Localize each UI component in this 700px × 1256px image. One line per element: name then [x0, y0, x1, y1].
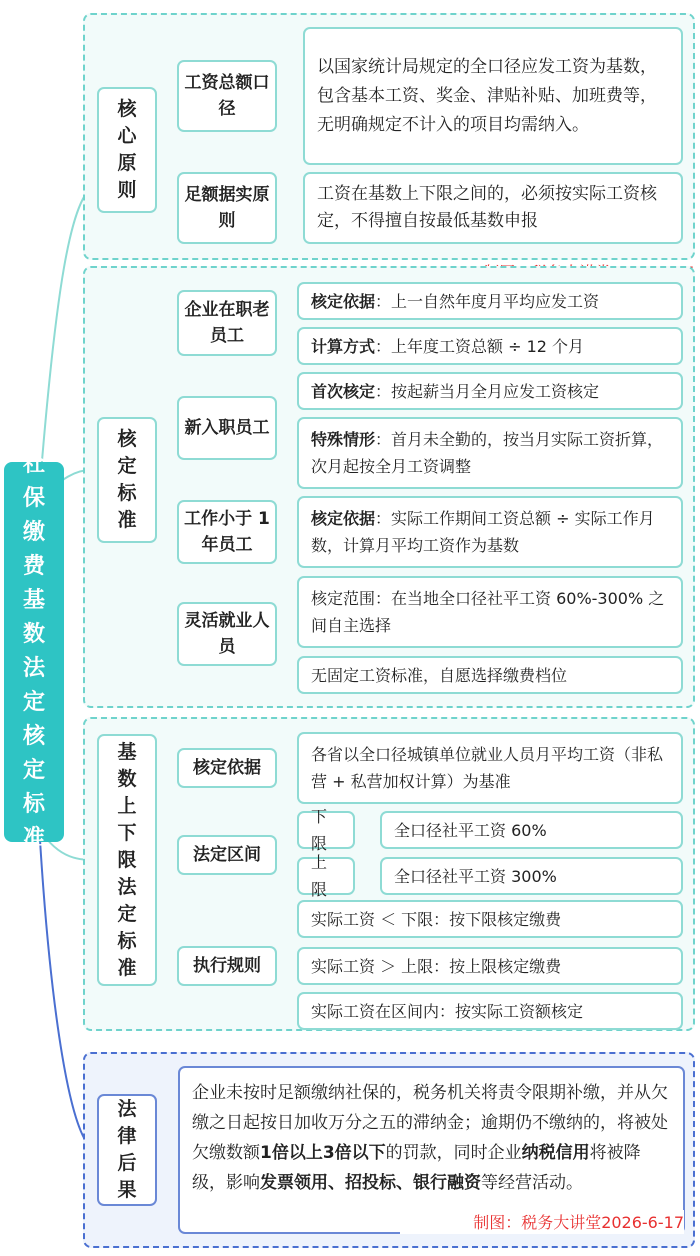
node-execution-rules: 执行规则 [177, 946, 277, 986]
node-legal-range: 法定区间 [177, 835, 277, 875]
category-core-principles: 核心原则 [97, 87, 157, 213]
node-limit-basis: 核定依据 [177, 748, 277, 788]
leaf-existing-method: 计算方式：上年度工资总额 ÷ 12 个月 [297, 327, 683, 365]
node-existing-employee: 企业在职老员工 [177, 290, 277, 356]
leaf-rule-above-upper: 实际工资 ＞ 上限：按上限核定缴费 [297, 947, 683, 985]
leaf-under-one-year-basis: 核定依据：实际工作期间工资总额 ÷ 实际工作月数，计算月平均工资作为基数 [297, 496, 683, 568]
category-legal-consequences: 法律后果 [97, 1094, 157, 1206]
leaf-upper-limit-value: 全口径社平工资 300% [380, 857, 683, 895]
leaf-flexible-voluntary: 无固定工资标准，自愿选择缴费档位 [297, 656, 683, 694]
leaf-legal-consequences: 企业未按时足额缴纳社保的，税务机关将责令限期补缴，并从欠缴之日起按日加收万分之五的滞纳金；逾期仍不缴纳的，将被处欠缴数额1倍以上3倍以下的罚款，同时企业纳税信用将被降级，影响发票领用、招投标、银行融资等经营活动。 [178, 1066, 685, 1234]
node-flexible-employment: 灵活就业人员 [177, 602, 277, 666]
node-new-employee: 新入职员工 [177, 396, 277, 460]
leaf-wage-total-scope: 以国家统计局规定的全口径应发工资为基数，包含基本工资、奖金、津贴补贴、加班费等，无明确规定不计入的项目均需纳入。 [303, 27, 683, 165]
main-title-text: 社保缴费基数法定核定标准 [22, 452, 45, 851]
node-under-one-year: 工作小于 1 年员工 [177, 500, 277, 564]
credit-label-bottom: 制图：税务大讲堂2026-6-17 [400, 1210, 684, 1234]
leaf-existing-basis: 核定依据：上一自然年度月平均应发工资 [297, 282, 683, 320]
leaf-new-first: 首次核定：按起薪当月全月应发工资核定 [297, 372, 683, 410]
category-base-limits: 基数上下限法定标准 [97, 734, 157, 986]
leaf-lower-limit-value: 全口径社平工资 60% [380, 811, 683, 849]
node-wage-total-scope: 工资总额口径 [177, 60, 277, 132]
leaf-full-actual-principle: 工资在基数上下限之间的，必须按实际工资核定，不得擅自按最低基数申报 [303, 172, 683, 244]
leaf-rule-below-lower: 实际工资 ＜ 下限：按下限核定缴费 [297, 900, 683, 938]
leaf-limit-basis: 各省以全口径城镇单位就业人员月平均工资（非私营 + 私营加权计算）为基准 [297, 732, 683, 804]
leaf-new-special: 特殊情形：首月未全勤的，按当月实际工资折算，次月起按全月工资调整 [297, 417, 683, 489]
leaf-lower-limit-key: 下限 [297, 811, 355, 849]
leaf-rule-within-range: 实际工资在区间内：按实际工资额核定 [297, 992, 683, 1030]
category-verification-standard: 核定标准 [97, 417, 157, 543]
leaf-flexible-range: 核定范围：在当地全口径社平工资 60%-300% 之间自主选择 [297, 576, 683, 648]
node-full-actual-principle: 足额据实原则 [177, 172, 277, 244]
leaf-upper-limit-key: 上限 [297, 857, 355, 895]
main-title [4, 452, 64, 851]
